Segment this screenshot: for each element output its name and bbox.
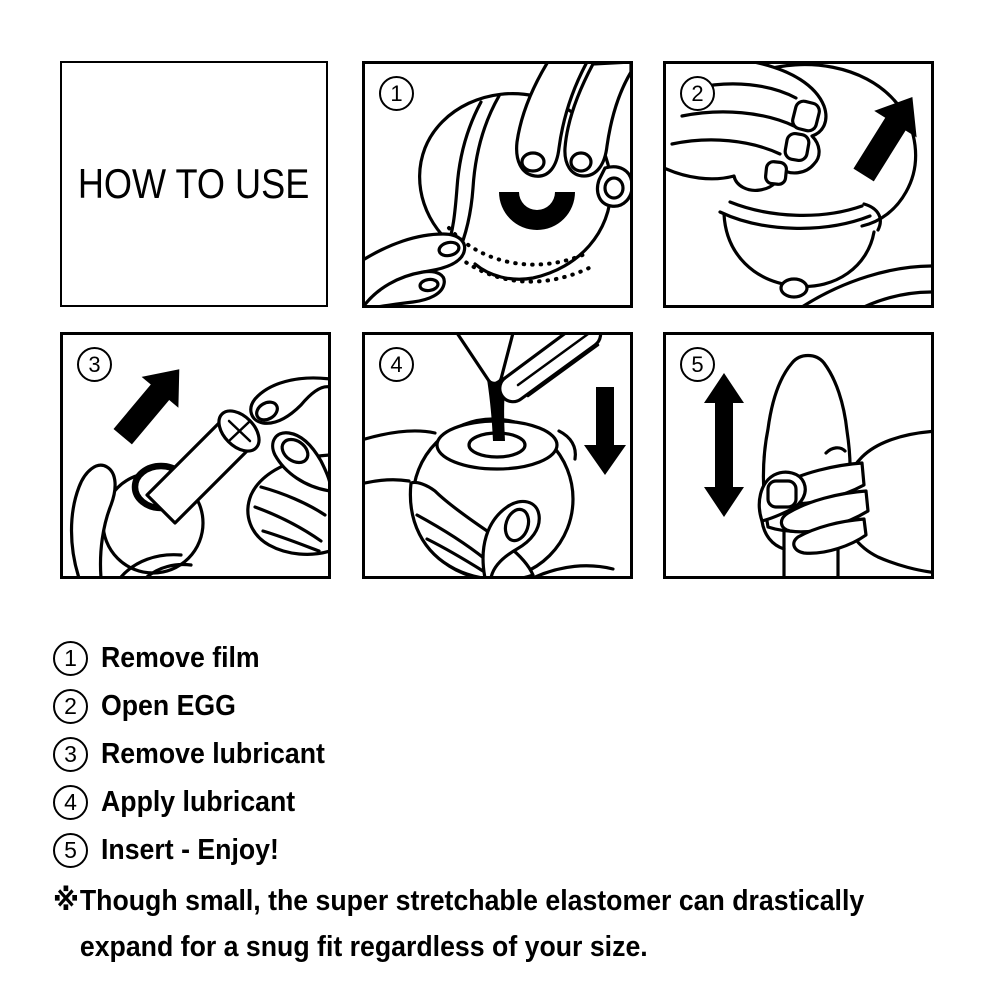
title-wrap	[62, 63, 326, 305]
up-down-arrow-icon	[704, 373, 744, 517]
down-arrow-icon	[584, 387, 626, 475]
circled-number-5: 5	[53, 833, 88, 868]
up-right-arrow-icon	[842, 84, 931, 189]
circled-number-3: 3	[53, 737, 88, 772]
footnote-text	[80, 878, 864, 970]
footnote	[53, 878, 864, 970]
step-2-panel	[663, 61, 934, 308]
step-5-number: 5	[691, 351, 704, 377]
list-caption-1: Remove film	[101, 641, 260, 674]
step-2-number-badge	[680, 76, 715, 111]
step-5-panel	[663, 332, 934, 579]
page-title: HOW TO USE	[78, 160, 310, 207]
list-caption-2: Open EGG	[101, 689, 236, 722]
list-item-5	[53, 826, 344, 874]
step-4-number: 4	[390, 351, 403, 377]
instruction-list	[53, 634, 344, 874]
step-3-number-badge	[77, 347, 112, 382]
reference-mark-icon: ※	[53, 885, 79, 917]
step-1-panel	[362, 61, 633, 308]
footnote-line-2: expand for a snug fit regardless of your size.	[79, 931, 648, 963]
list-caption-3: Remove lubricant	[101, 737, 325, 770]
list-caption-5: Insert - Enjoy!	[101, 833, 279, 866]
step-3-number: 3	[88, 351, 101, 377]
list-item-3	[53, 730, 344, 778]
circled-number-1: 1	[53, 641, 88, 676]
up-right-arrow-icon	[104, 354, 197, 452]
footnote-line-1: Though small, the super stretchable elastomer can drastically	[79, 885, 865, 917]
step-1-number-badge	[379, 76, 414, 111]
step-3-panel	[60, 332, 331, 579]
step-1-number: 1	[390, 80, 403, 106]
list-item-2	[53, 682, 344, 730]
circled-number-4: 4	[53, 785, 88, 820]
how-to-use-panel	[60, 61, 328, 307]
step-5-number-badge	[680, 347, 715, 382]
circled-number-2: 2	[53, 689, 88, 724]
step-4-number-badge	[379, 347, 414, 382]
list-caption-4: Apply lubricant	[101, 785, 296, 818]
step-4-panel	[362, 332, 633, 579]
list-item-1	[53, 634, 344, 682]
list-item-4	[53, 778, 344, 826]
step-2-number: 2	[691, 80, 704, 106]
